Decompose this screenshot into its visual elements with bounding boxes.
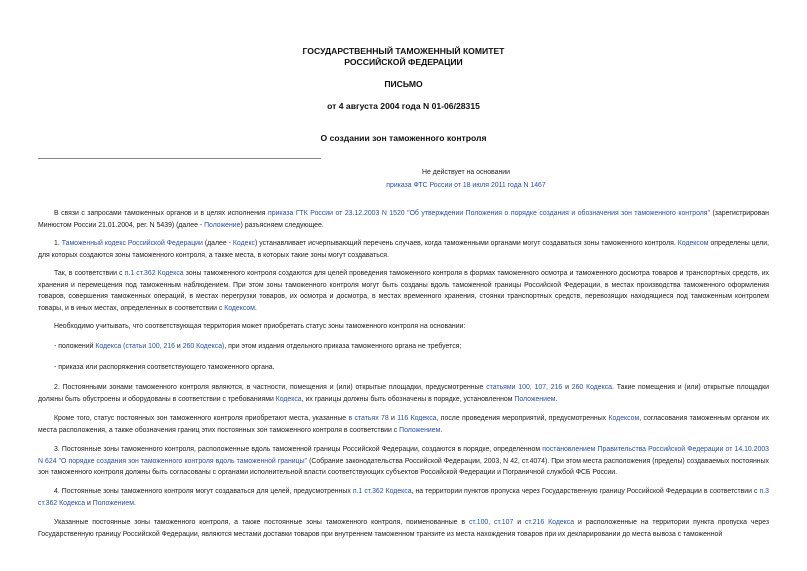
org-name-line2: РОССИЙСКОЙ ФЕДЕРАЦИИ — [344, 57, 463, 67]
link-code[interactable]: Кодекс — [232, 240, 256, 247]
paragraph-1-detail: Так, в соответствии с п.1 ст.362 Кодекса зоны таможенного контроля создаются для целей проведения таможенного контроля в формах таможенного осмотра и таможенного досмотра товаров и транспортных средств, их хранения и перемещения под таможенным наблюдением. При этом зоны таможенного контроля могут быть созданы вдоль таможенной границы Российской Федерации, в местах производства таможенного оформления товаров, совершения таможенных операций, в местах перегрузки товаров, их осмотра и досмотра, в местах временного хранения, стоянки транспортных средств, перевозящих находящиеся под таможенным контролем товары, и в иных местах, определенных в соответствии с Кодексом. — [38, 270, 769, 312]
link-order-1520[interactable]: приказа ГТК России от 23.12.2003 N 1520 "Об утверждении Положения о порядке создания и обозначения зон таможенного контроля" — [268, 210, 710, 217]
document-title: О создании зон таможенного контроля — [320, 133, 487, 143]
link-code-3[interactable]: Кодексом — [224, 304, 255, 312]
link-art-362-p1[interactable]: п.1 ст.362 Кодекса — [124, 270, 184, 277]
link-code-articles[interactable]: Кодекса (статьи 100, 216 — [95, 343, 176, 350]
document-date: от 4 августа 2004 года N 01-06/28315 — [327, 101, 480, 111]
header-divider — [38, 158, 321, 159]
paragraph-bullet-order: - приказа или распоряжения соответствующего таможенного органа. — [54, 364, 275, 371]
paragraph-4-detail: Указанные постоянные зоны таможенного контроля, а также постоянные зоны таможенного контроля, поименованные в ст.100, ст.107 и ст.216 Кодекса и расположенные на территории пункта пропуска через Государственную границу Российской Федерации, являются местами доставки товаров при внутреннем таможенном транзите из места нахождения товаров при их декларировании до места вывоза с таможенной — [38, 519, 769, 538]
link-art-78[interactable]: в статьях 78 — [348, 415, 389, 422]
link-regulation-2[interactable]: Положением — [514, 395, 556, 403]
document-type: ПИСЬМО — [384, 79, 423, 89]
paragraph-4: 4. Постоянные зоны таможенного контроля могут создаваться для целей, предусмотренных п.1 ст.362 Кодекса, на территории пунктов пропуска через Государственную границу Российской Федерации в соответствии с п.3 ст.362 Кодекса и Положением. — [38, 488, 769, 507]
link-code-260[interactable]: 260 Кодекса) — [182, 343, 225, 350]
paragraph-2-detail: Кроме того, статус постоянных зон таможенного контроля приобретают места, указанные в статьях 78 и 116 Кодекса, после проведения мероприятий, предусмотренных Кодексом, согласования таможенным органом их места расположения, а также обозначения границ этих постоянных зон таможенного контроля в соответствии с Положением. — [38, 415, 769, 434]
link-code-2[interactable]: Кодексом — [677, 240, 709, 247]
link-art-260[interactable]: 260 Кодекса — [571, 384, 612, 391]
link-regulation[interactable]: Положение — [204, 221, 241, 229]
link-art-116[interactable]: 116 Кодекса — [397, 415, 437, 422]
link-art-362-p1-b[interactable]: п.1 ст.362 Кодекса — [352, 488, 412, 495]
link-code-5[interactable]: Кодексом — [608, 415, 640, 422]
paragraph-3: 3. Постоянные зоны таможенного контроля, расположенные вдоль таможенной границы Российской Федерации, создаются в порядке, определенном постановлением Правительства Российской Федерации от 14.10.2003 N 624 "О порядке создания зон таможенного контроля вдоль таможенной границы" (Собрание законодательства Российской Федерации, 2003, N 42, ст.4074). При этом места расположения (пределы) создаваемых постоянных зон таможенного контроля должны быть согласованы с органами исполнительной власти соответствующих субъектов Российской Федерации и Пограничной службой ФСБ России. — [38, 446, 769, 477]
paragraph-intro: В связи с запросами таможенных органов и в целях исполнения приказа ГТК России от 23.12.2003 N 1520 "Об утверждении Положения о порядке создания и обозначения зон таможенного контроля" (зарегистрирован Минюстом России 21.01.2004, рег. N 5439) (далее - Положение) разъясняем следующее. — [38, 210, 769, 229]
link-code-4[interactable]: Кодекса — [275, 395, 302, 403]
link-articles-100-107-216[interactable]: статьями 100, 107, 216 — [486, 384, 563, 391]
status-note-line1: Не действует на основании — [422, 169, 510, 176]
link-art-100-107[interactable]: ст.100, ст.107 — [468, 519, 514, 526]
org-name-line1: ГОСУДАРСТВЕННЫЙ ТАМОЖЕННЫЙ КОМИТЕТ — [302, 46, 505, 56]
link-decree-624[interactable]: постановлением Правительства Российской Федерации от 14.10.2003 N 624 "О порядке создания зон таможенного контроля вдоль таможенной границы" — [38, 446, 769, 465]
link-regulation-4[interactable]: Положением — [92, 499, 134, 507]
link-regulation-3[interactable]: Положением — [399, 426, 441, 434]
link-art-362-p3[interactable]: п.3 ст.362 Кодекса — [38, 488, 769, 507]
status-note-link[interactable]: приказа ФТС России от 18 июля 2011 года N 1467 — [386, 182, 546, 189]
paragraph-2: 2. Постоянными зонами таможенного контроля являются, в частности, помещения и (или) открытые площадки, предусмотренные статьями 100, 107, 216 и 260 Кодекса. Такие помещения и (или) открытые площадки должны быть обустроены и оборудованы в соответствии с требованиями Кодекса, их границы должны быть обозначены в порядке, установленном Положением. — [38, 384, 769, 403]
paragraph-bullet-code: - положений Кодекса (статьи 100, 216 и 260 Кодекса), при этом издания отдельного приказа таможенного органа не требуется; — [54, 343, 462, 350]
paragraph-status-basis: Необходимо учитывать, что соответствующая территория может приобретать статус зоны таможенного контроля на основании: — [54, 323, 466, 330]
paragraph-1: 1. Таможенный кодекс Российской Федерации (далее - Кодекс) устанавливает исчерпывающий перечень случаев, когда таможенными органами могут создаваться зоны таможенного контроля. Кодексом определены цели, для которых создаются зоны таможенного контроля, а также места, в которых такие зоны могут создаваться. — [38, 240, 769, 259]
link-art-216[interactable]: ст.216 Кодекса — [524, 519, 575, 526]
link-customs-code[interactable]: Таможенный кодекс Российской Федерации — [61, 240, 203, 247]
